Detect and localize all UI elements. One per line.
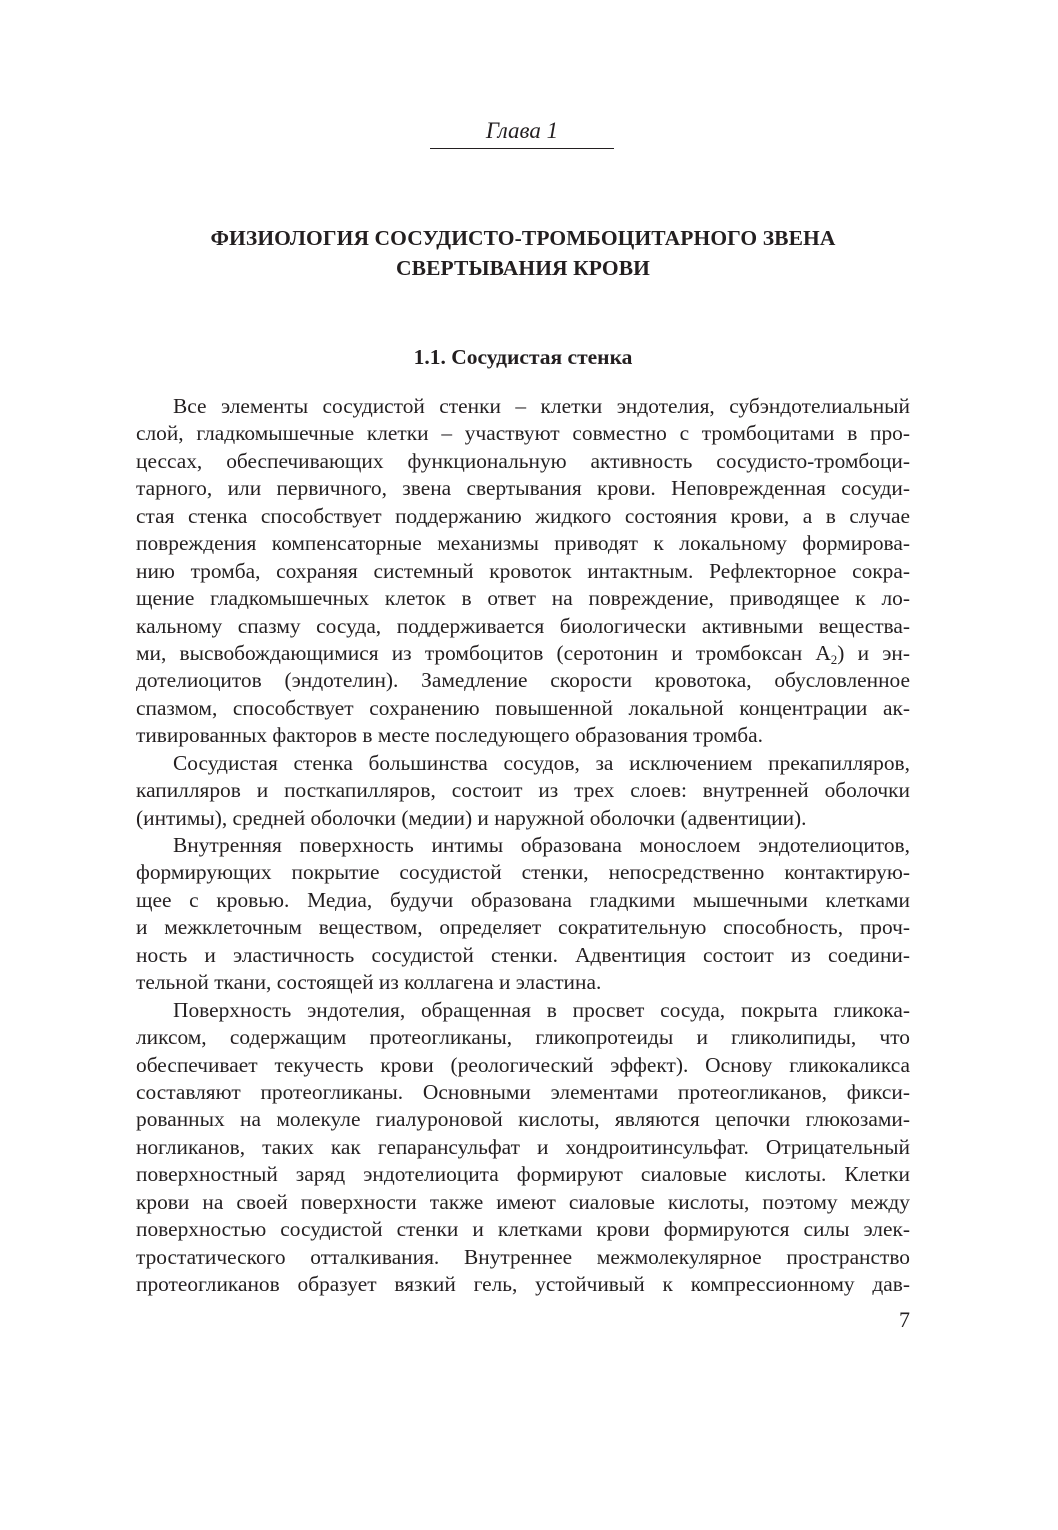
text-line: повреждения компенсаторные механизмы приводят к локальному формирова- [136,531,910,556]
text-line: Сосудистая стенка большинства сосудов, за исключением прекапилляров, [173,750,910,775]
paragraph [136,832,910,997]
text-line: крови на своей поверхности также имеют сиаловые кислоты, поэтому между [136,1189,910,1214]
text-line: (интимы), средней оболочки (медии) и наружной оболочки (адвентиции). [136,805,807,830]
text-line: цессах, обеспечивающих функциональную активность сосудисто-тромбоци- [136,448,910,473]
text-line: стая стенка способствует поддержанию жидкого состояния крови, а в случае [136,503,910,528]
text-line: дотелиоцитов (эндотелин). Замедление скорости кровотока, обусловленное [136,668,910,693]
chapter-title-line: ФИЗИОЛОГИЯ СОСУДИСТО-ТРОМБОЦИТАРНОГО ЗВЕНА [210,226,836,250]
text-line: формирующих покрытие сосудистой стенки, непосредственно контактирую- [136,860,910,885]
text-line: тельной ткани, состоящей из коллагена и эластина. [136,970,602,995]
text-line: Внутренняя поверхность интимы образована монослоем эндотелиоцитов, [173,833,910,857]
section-title: 1.1. Сосудистая стенка [413,345,633,369]
chapter-title [136,223,910,283]
chapter-title-line: СВЕРТЫВАНИЯ КРОВИ [396,256,650,280]
text-line: поверхностный заряд эндотелиоцита формируют сиаловые кислоты. Клетки [136,1162,910,1187]
body-text [136,393,910,1298]
text-fragment: ми, высвобождающимися из тромбоцитов (серотонин и тромбоксан A [136,640,831,665]
text-fragment: ) и эн- [837,640,910,665]
chapter-label: Глава 1 [430,116,614,149]
text-line: обеспечивает текучесть крови (реологический эффект). Основу гликокаликса [136,1052,910,1077]
text-line: слой, гладкомышечные клетки – участвуют совместно с тромбоцитами в про- [136,421,910,446]
text-line [136,640,910,667]
text-line: рованных на молекуле гиалуроновой кислоты, являются цепочки глюкозами- [136,1107,910,1132]
text-line: тарного, или первичного, звена свертывания крови. Неповрежденная сосуди- [136,476,910,501]
text-line: Все элементы сосудистой стенки – клетки эндотелия, субэндотелиальный [173,394,910,418]
text-line: протеогликанов образует вязкий гель, устойчивый к компрессионному дав- [136,1272,910,1296]
text-line: тростатического отталкивания. Внутреннее межмолекулярное пространство [136,1244,910,1269]
text-line: нию тромба, сохраняя системный кровоток интактным. Рефлекторное сокра- [136,558,910,583]
text-line: поверхностью сосудистой стенки и клетками крови формируются силы элек- [136,1217,910,1242]
text-line: тивированных факторов в месте последующего образования тромба. [136,723,764,748]
subscript: 2 [830,651,838,667]
text-line: ногликанов, таких как гепарансульфат и хондроитинсульфат. Отрицательный [136,1134,910,1159]
paragraph [136,393,910,750]
text-line: щение гладкомышечных клеток в ответ на повреждение, приводящее к ло- [136,586,910,611]
text-line: щее с кровью. Медиа, будучи образована гладкими мышечными клетками [136,887,910,912]
text-line: капилляров и посткапилляров, состоит из трех слоев: внутренней оболочки [136,778,910,803]
text-line: кальному спазму сосуда, поддерживается биологически активными вещества- [136,613,910,638]
text-line: спазмом, способствует сохранению повышенной локальной концентрации ак- [136,695,910,720]
text-line: ность и эластичность сосудистой стенки. Адвентиция состоит из соедини- [136,942,910,967]
page-number: 7 [899,1307,910,1332]
text-line: Поверхность эндотелия, обращенная в просвет сосуда, покрыта гликока- [173,997,910,1022]
paragraph [136,750,910,832]
paragraph [136,997,910,1299]
text-line: и межклеточным веществом, определяет сократительную способность, проч- [136,915,910,940]
text-line: ликсом, содержащим протеогликаны, гликопротеиды и гликолипиды, что [136,1025,910,1050]
text-line: составляют протеогликаны. Основными элементами протеогликанов, фикси- [136,1079,910,1104]
